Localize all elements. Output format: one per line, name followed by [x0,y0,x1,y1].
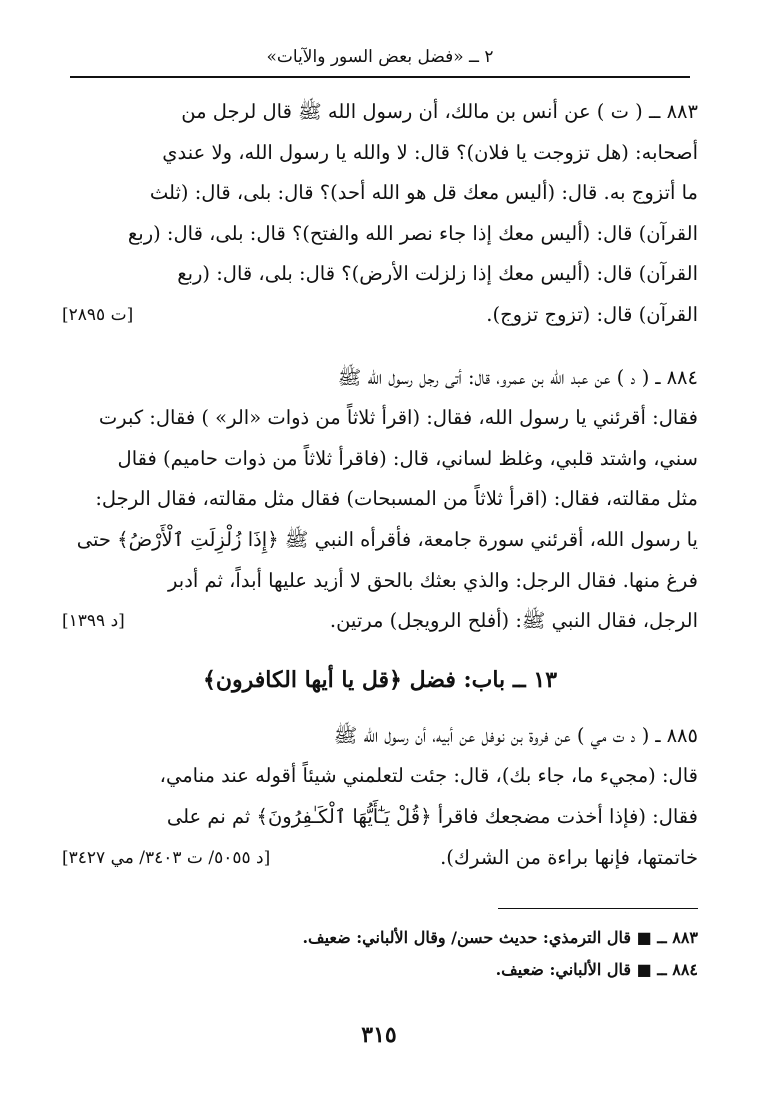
text-line: القرآن) قال: (تزوج تزوج). [486,302,698,326]
source-reference: [ت ٢٨٩٥] [62,304,134,325]
text-line: سني، واشتد قلبي، وغلظ لساني، قال: (فاقرأ ثلاثاً من ذوات حاميم) فقال [117,446,698,470]
hadith-884 [62,358,698,642]
text-line: قال: (مجيء ما، جاء بك)، قال: جئت لتعلمني شيئاً أقوله عند منامي، [159,764,698,788]
text-line-last [62,838,698,879]
text-line: ما أتزوج به. قال: (أليس معك قل هو الله أحد)؟ قال: بلى، قال: (ثلث [149,181,698,205]
text-line: ٨٨٣ ــ ( ت ) عن أنس بن مالك، أن رسول الله ﷺ قال لرجل من [181,100,698,123]
footnotes [62,922,698,986]
source-reference: [د ١٣٩٩] [62,611,125,632]
page-number: ٣١٥ [361,1022,397,1048]
text-line: ٨٨٤ ــ ( د ) عن عبد الله بن عمرو، قال: أتى رجل رسول الله ﷺ [337,365,698,389]
text-line-last [62,295,698,336]
hadith-885 [62,716,698,878]
header-title: ٢ ــ «فضل بعض السور والآيات» [266,47,494,67]
source-reference: [د ٥٠٥٥/ ت ٣٤٠٣/ مي ٣٤٢٧] [62,847,271,868]
text-line: خاتمتها، فإنها براءة من الشرك). [440,845,698,869]
main-text [62,92,698,878]
footnote-item: ٨٨٤ ــ ■ قال الألباني: ضعيف. [495,960,698,979]
text-line: القرآن) قال: (أليس معك إذا زلزلت الأرض)؟ قال: بلى، قال: (ربع [177,262,698,286]
section-heading: ١٣ ــ باب: فضل ﴿قل يا أيها الكافرون﴾ [202,666,558,693]
footnote-divider [498,908,698,909]
text-line: الرجل، فقال النبي ﷺ: (أفلح الرويجل) مرتين. [329,609,698,633]
text-line: فقال: أقرئني يا رسول الله، فقال: (اقرأ ثلاثاً من ذوات «الر» ) فقال: كبرت [98,406,698,430]
text-line: فقال: (فإذا أخذت مضجعك فاقرأ ﴿قُلْ يَـٰٓأَيُّهَا ٱلْكَـٰفِرُونَ﴾ ثم نم على [166,804,698,828]
text-line: القرآن) قال: (أليس معك إذا جاء نصر الله والفتح)؟ قال: بلى، قال: (ربع [127,221,698,245]
hadith-883 [62,92,698,336]
text-line: أصحابه: (هل تزوجت يا فلان)؟ قال: لا والله يا رسول الله، ولا عندي [162,140,698,164]
text-line-last [62,601,698,642]
footnote-item: ٨٨٣ ــ ■ قال الترمذي: حديث حسن/ وقال الألباني: ضعيف. [302,928,698,947]
text-line: يا رسول الله، أقرئني سورة جامعة، فأقرأه النبي ﷺ ﴿إِذَا زُلْزِلَتِ ٱلْأَرْضُ﴾ حتى [76,527,698,551]
text-line: مثل مقالته، فقال: (اقرأ ثلاثاً من المسبحات) فقال مثل مقالته، فقال الرجل: [95,487,698,511]
running-header [70,38,690,78]
text-line: ٨٨٥ ــ ( د ت مي ) عن فروة بن نوفل عن أبيه، أن رسول الله ﷺ [333,723,698,747]
text-line: فرغ منها. فقال الرجل: والذي بعثك بالحق لا أزيد عليها أبداً، ثم أدبر [168,568,698,592]
